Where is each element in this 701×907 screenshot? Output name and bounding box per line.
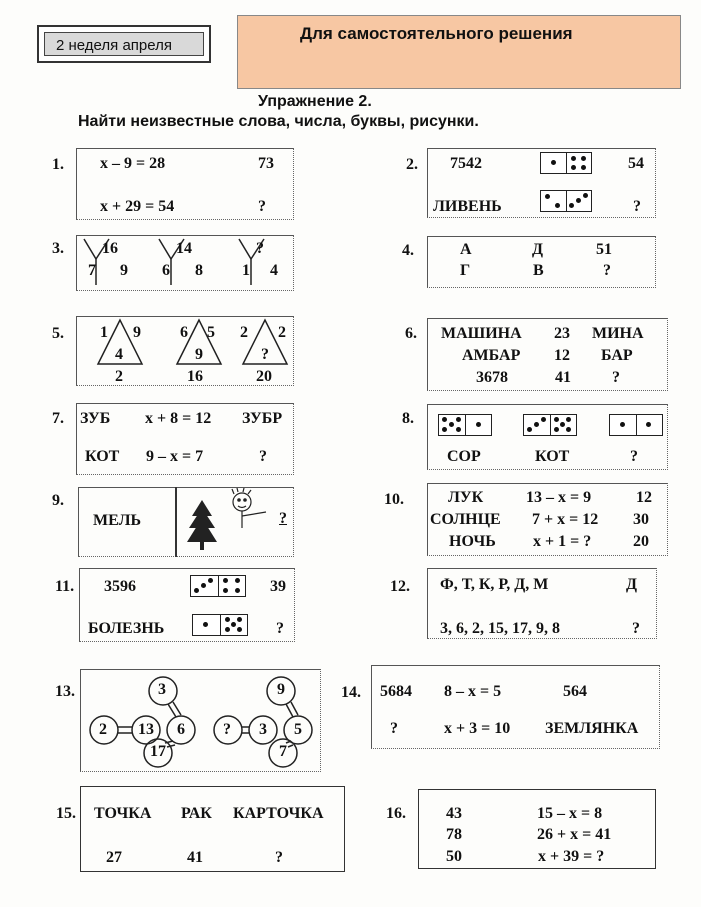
letter: Г (460, 262, 471, 279)
number: 3596 (104, 578, 136, 595)
circle-value: 17 (150, 743, 166, 760)
right-value: 8 (195, 262, 203, 279)
word: СОЛНЦЕ (430, 511, 501, 528)
value: ? (633, 198, 641, 215)
task-number: 16. (386, 805, 406, 822)
center-value: ? (261, 346, 269, 363)
center-value: 4 (115, 346, 123, 363)
value: ? (603, 262, 611, 279)
domino (190, 575, 246, 597)
word: РАК (181, 805, 212, 822)
equation: 7 + x = 12 (532, 511, 599, 528)
circle-value: ? (223, 721, 231, 738)
numbers-sequence: 3, 6, 2, 15, 17, 9, 8 (440, 620, 560, 637)
word: КОТ (85, 448, 120, 465)
exercise-instruction: Найти неизвестные слова, числа, буквы, рисунки. (78, 113, 479, 130)
word: МИНА (592, 325, 644, 342)
number: 5684 (380, 683, 412, 700)
word: МЕЛЬ (93, 512, 142, 529)
equation: 26 + x = 41 (537, 826, 612, 843)
letter: Д (532, 241, 544, 258)
number: 7542 (450, 155, 482, 172)
task-number: 15. (56, 805, 76, 822)
equation: x – 9 = 28 (100, 155, 166, 172)
letter: А (460, 241, 472, 258)
child-drawing-icon (226, 488, 276, 533)
word: БАР (601, 347, 633, 364)
bottom-value: 2 (115, 368, 123, 385)
circle-value: 7 (279, 743, 287, 760)
equation: 9 – x = 7 (146, 448, 204, 465)
label: СОР (447, 448, 481, 465)
value: ? (276, 620, 284, 637)
left-value: 1 (100, 324, 108, 341)
task-number: 12. (390, 578, 410, 595)
top-value: 14 (176, 240, 192, 257)
word: ТОЧКА (94, 805, 152, 822)
task-number: 13. (55, 683, 75, 700)
value: ? (612, 369, 620, 386)
right-value: 9 (120, 262, 128, 279)
task-number: 14. (341, 684, 361, 701)
value: 23 (554, 325, 570, 342)
bottom-value: 16 (187, 368, 203, 385)
left-value: 1 (242, 262, 250, 279)
word: АМБАР (462, 347, 521, 364)
word: ЗУБР (242, 410, 283, 427)
task-number: 3. (52, 240, 64, 257)
value: ? (279, 510, 287, 527)
domino (540, 152, 592, 174)
right-value: 9 (133, 324, 141, 341)
task-number: 4. (402, 242, 414, 259)
task-number: 1. (52, 156, 64, 173)
circle-value: 6 (177, 721, 185, 738)
task-number: 6. (405, 325, 417, 342)
value: 12 (636, 489, 652, 506)
left-value: 6 (180, 324, 188, 341)
circle-value: 2 (99, 721, 107, 738)
task-number: 2. (406, 156, 418, 173)
value: 39 (270, 578, 286, 595)
domino (438, 414, 492, 436)
banner-title: Для самостоятельного решения (300, 24, 573, 43)
week-label-box (37, 25, 211, 63)
word: ЗУБ (80, 410, 111, 427)
word: КАРТОЧКА (233, 805, 324, 822)
week-label: 2 неделя апреля (56, 37, 172, 54)
domino (609, 414, 663, 436)
right-value: 4 (270, 262, 278, 279)
equation: 13 – x = 9 (526, 489, 592, 506)
equation: x + 3 = 10 (444, 720, 511, 737)
divider (175, 487, 177, 557)
value: 30 (633, 511, 649, 528)
circle-value: 9 (277, 681, 285, 698)
task-number: 11. (55, 578, 75, 595)
value: 3678 (476, 369, 508, 386)
value: 54 (628, 155, 644, 172)
domino (540, 190, 592, 212)
value: Д (626, 576, 638, 593)
label: ? (630, 448, 638, 465)
value: 73 (258, 155, 274, 172)
circle-value: 13 (138, 721, 154, 738)
letters-sequence: Ф, Т, К, Р, Д, М (440, 576, 549, 593)
value: 27 (106, 849, 122, 866)
letter: В (533, 262, 544, 279)
top-value: ? (256, 240, 264, 257)
value: 20 (633, 533, 649, 550)
left-value: 7 (88, 262, 96, 279)
task-number: 8. (402, 410, 414, 427)
equation: x + 8 = 12 (145, 410, 212, 427)
bottom-value: 20 (256, 368, 272, 385)
value: ? (275, 849, 283, 866)
value: 51 (596, 241, 612, 258)
equation: 8 – x = 5 (444, 683, 502, 700)
word: МАШИНА (441, 325, 522, 342)
equation: x + 1 = ? (533, 533, 592, 550)
exercise-title: Упражнение 2. (258, 93, 372, 110)
task-number: 5. (52, 325, 64, 342)
banner (237, 15, 681, 89)
value: 41 (555, 369, 571, 386)
value: ? (632, 620, 640, 637)
domino (192, 614, 248, 636)
label: КОТ (535, 448, 570, 465)
left-value: 6 (162, 262, 170, 279)
value: 12 (554, 347, 570, 364)
value: ? (259, 448, 267, 465)
task-number: 10. (384, 491, 404, 508)
equation: 15 – x = 8 (537, 805, 603, 822)
left-value: 2 (240, 324, 248, 341)
value: 41 (187, 849, 203, 866)
value: 43 (446, 805, 462, 822)
value: ? (390, 720, 398, 737)
circle-value: 3 (259, 721, 267, 738)
value: ? (258, 198, 266, 215)
word: ЛИВЕНЬ (433, 198, 502, 215)
task-number: 9. (52, 492, 64, 509)
task-number: 7. (52, 410, 64, 427)
word: БОЛЕЗНЬ (88, 620, 165, 637)
value: 78 (446, 826, 462, 843)
center-value: 9 (195, 346, 203, 363)
right-value: 5 (207, 324, 215, 341)
domino (523, 414, 577, 436)
word: НОЧЬ (449, 533, 496, 550)
top-value: 16 (102, 240, 118, 257)
right-value: 2 (278, 324, 286, 341)
equation: x + 29 = 54 (100, 198, 175, 215)
value: 564 (563, 683, 587, 700)
word: ЗЕМЛЯНКА (545, 720, 639, 737)
circle-value: 5 (294, 721, 302, 738)
circle-value: 3 (158, 681, 166, 698)
word: ЛУК (448, 489, 484, 506)
equation: x + 39 = ? (538, 848, 605, 865)
value: 50 (446, 848, 462, 865)
tree-icon (186, 500, 218, 552)
